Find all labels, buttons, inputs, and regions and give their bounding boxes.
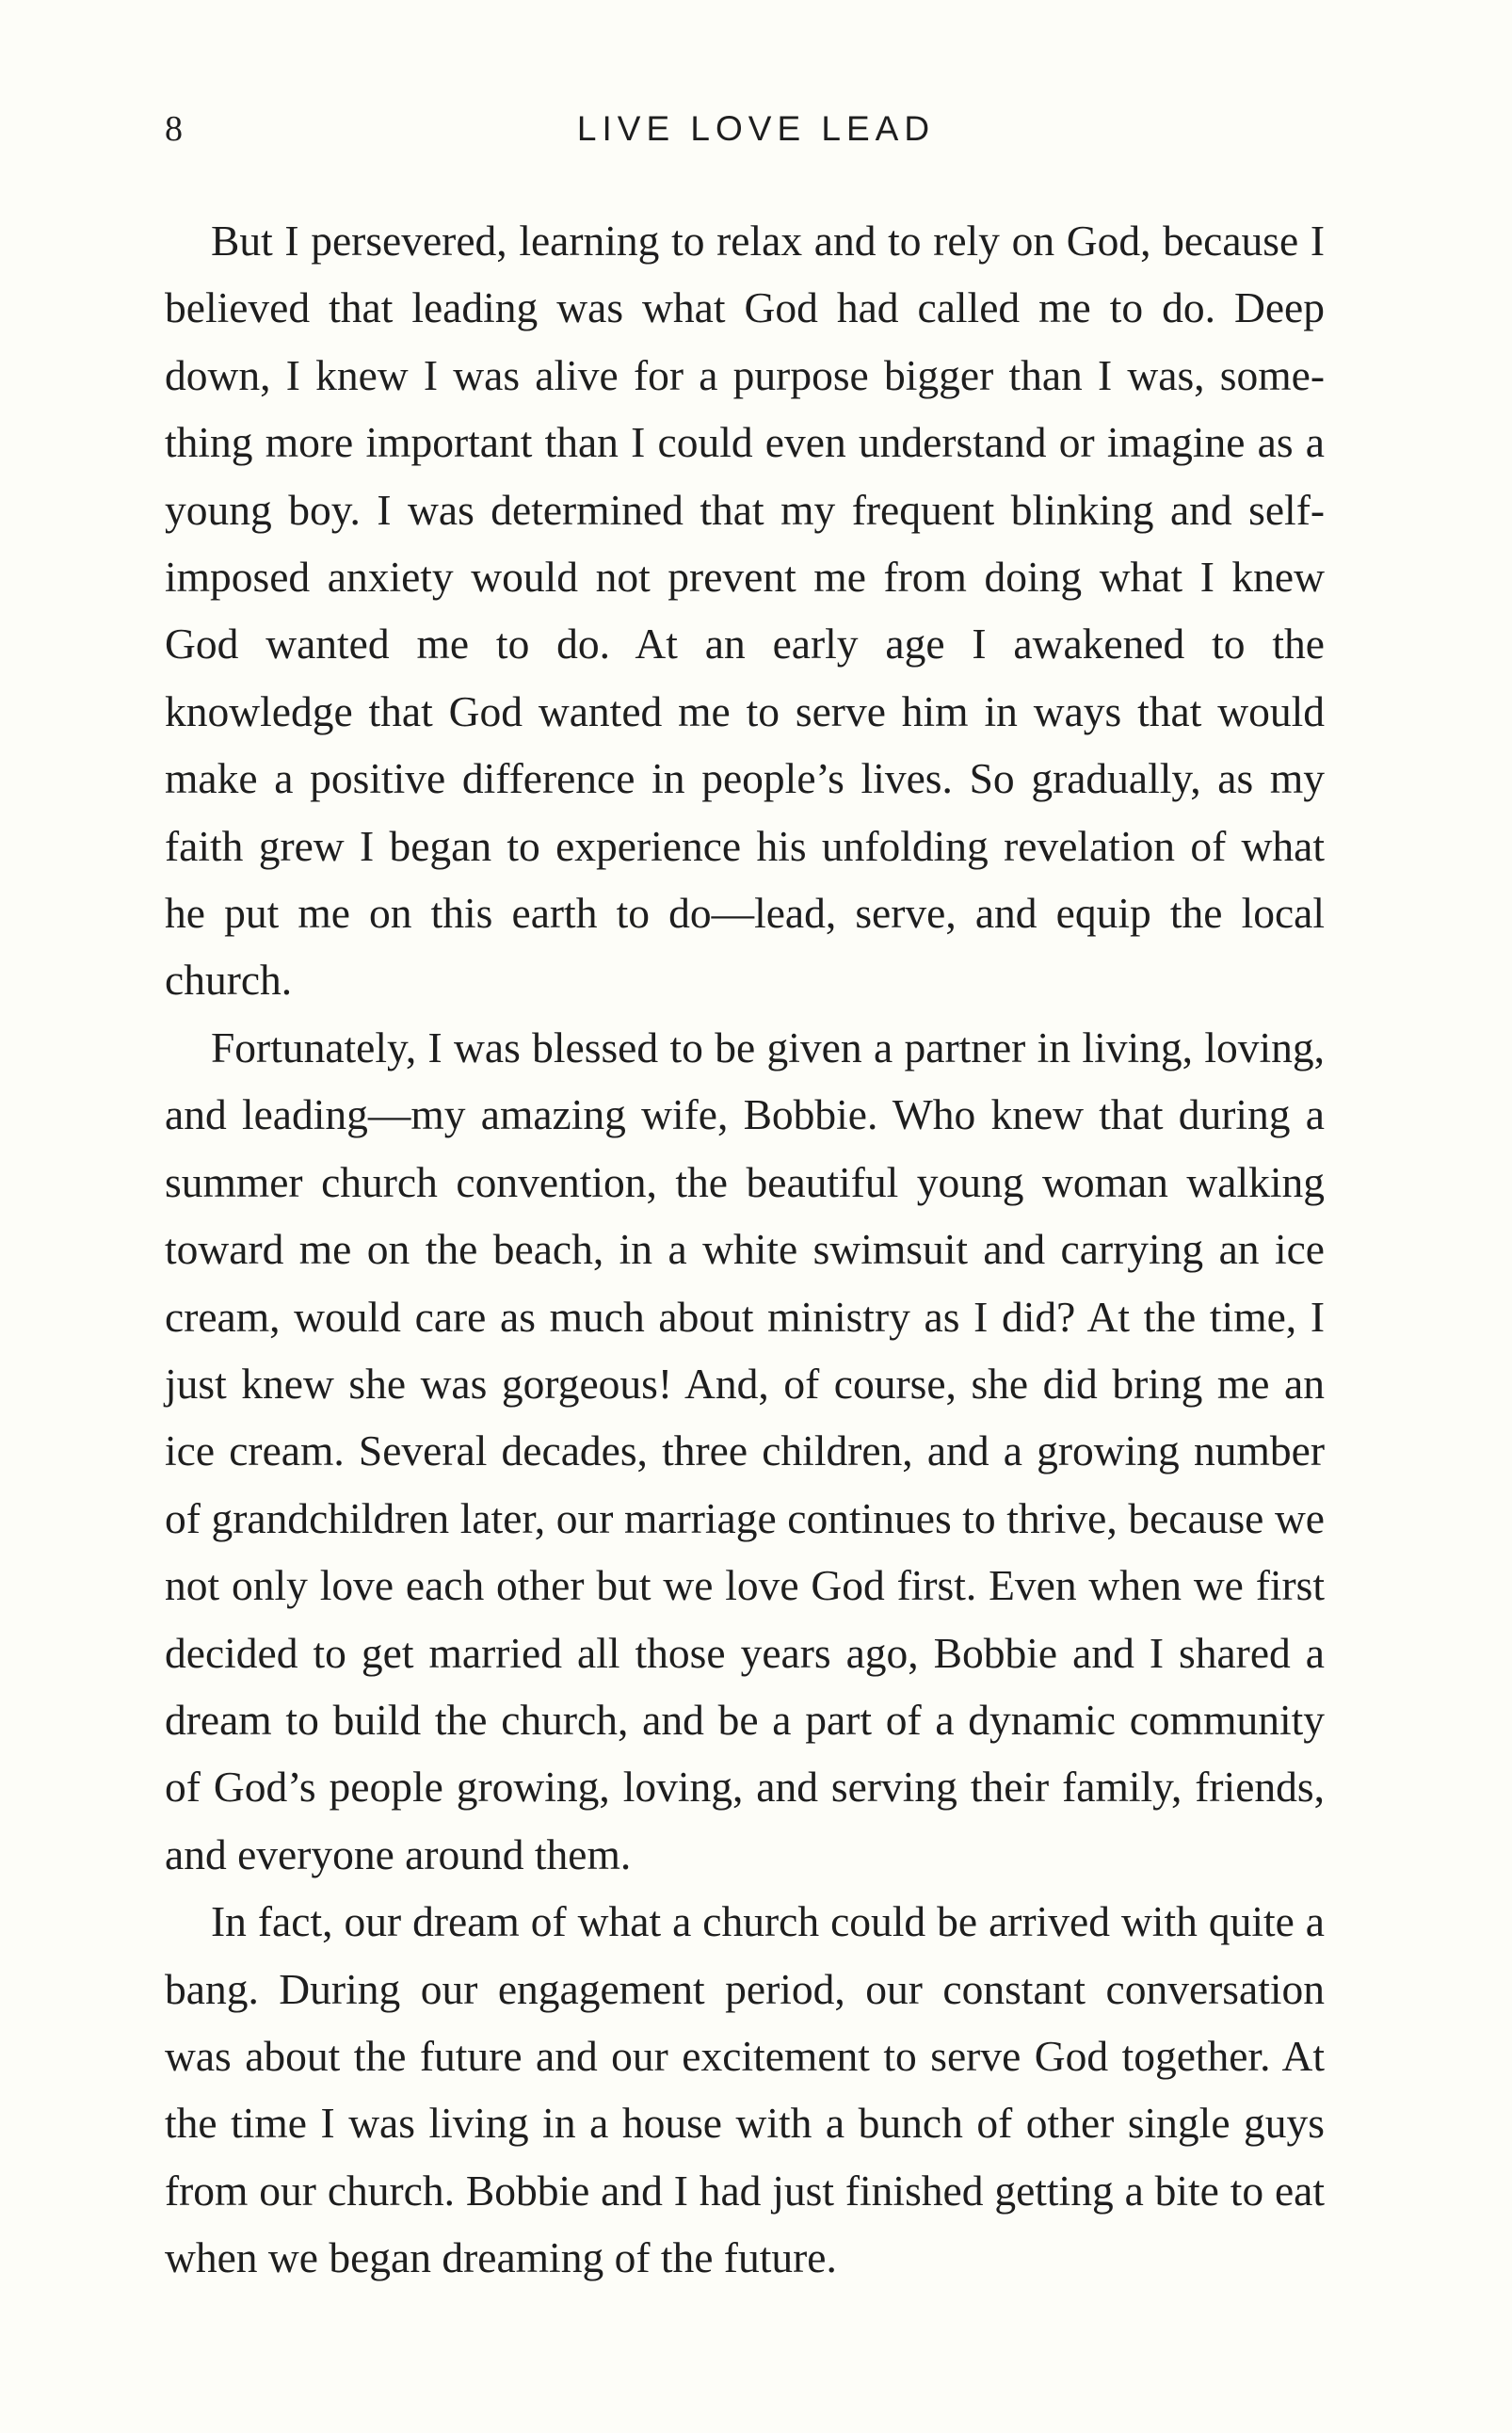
body-text xyxy=(165,207,1325,2292)
paragraph-1: But I persevered, learning to relax and to rely on God, because I believed that leading was what God had called me to do. Deep down, I knew I was alive for a purpose bigger than I was, something more important than I could even understand or imagine as a young boy. I was determined that my frequent blinking and self-imposed anxiety would not prevent me from doing what I knew God wanted me to do. At an early age I awakened to the knowledge that God wanted me to serve him in ways that would make a positive difference in people’s lives. So gradually, as my faith grew I began to experience his unfolding revelation of what he put me on this earth to do—lead, serve, and equip the local church. xyxy=(165,217,1325,1005)
running-head-title: LIVE LOVE LEAD xyxy=(576,109,936,148)
page-number: 8 xyxy=(165,109,183,149)
paragraph-2: Fortunately, I was blessed to be given a partner in living, loving, and leading—my amazing wife, Bobbie. Who knew that during a summer church convention, the beautiful young woman walking toward me on the beach, in a white swimsuit and carrying an ice cream, would care as much about ministry as I did? At the time, I just knew she was gorgeous! And, of course, she did bring me an ice cream. Several decades, three children, and a growing number of grandchildren later, our marriage continues to thrive, because we not only love each other but we love God first. Even when we first decided to get married all those years ago, Bobbie and I shared a dream to build the church, and be a part of a dynamic community of God’s people growing, loving, and serving their family, friends, and everyone around them. xyxy=(165,1023,1325,1878)
paragraph-3: In fact, our dream of what a church could be arrived with quite a bang. During our engagement period, our constant conversation was about the future and our excitement to serve God together. At the time I was living in a house with a bunch of other single guys from our church. Bobbie and I had just finished getting a bite to eat when we began dreaming of the future. xyxy=(165,1897,1325,2282)
